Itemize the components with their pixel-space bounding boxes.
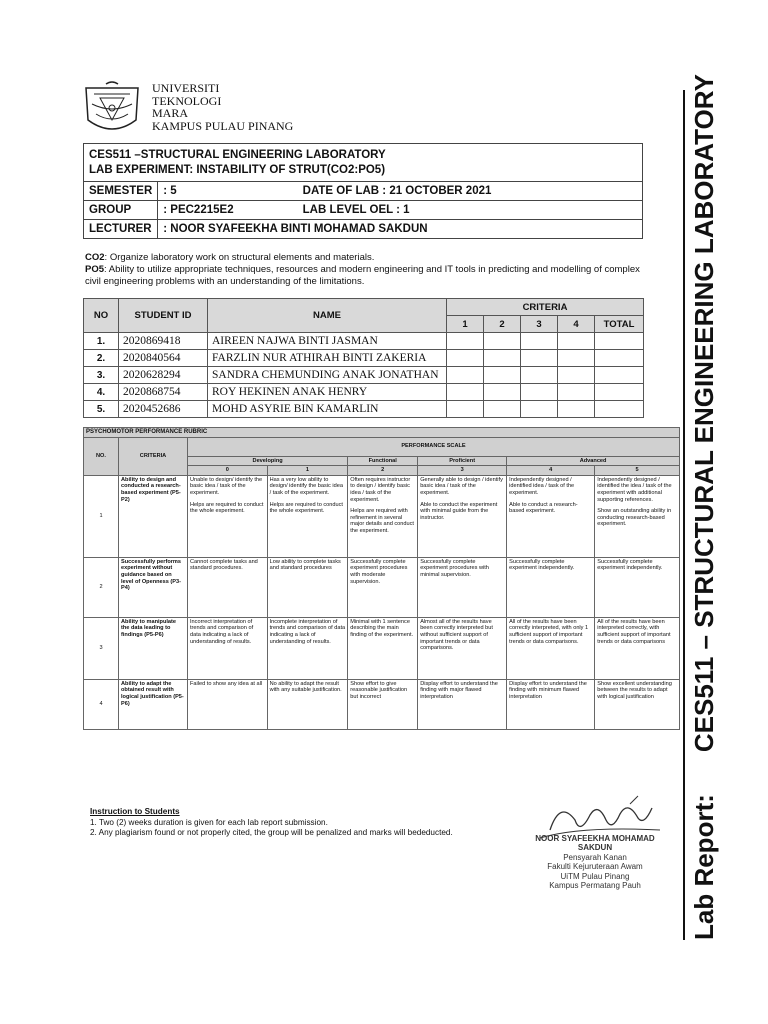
score-0: 0 — [188, 466, 268, 476]
group-label: GROUP — [84, 201, 158, 220]
rubric-row-no: 2 — [84, 557, 119, 617]
rubric-cell — [267, 475, 348, 557]
score-cell[interactable] — [558, 401, 595, 418]
score-cell[interactable] — [447, 367, 484, 384]
col-criteria-3: 3 — [521, 316, 558, 333]
cell-text: Able to conduct a research-based experiment. — [509, 501, 578, 515]
rubric-cell: Low ability to complete tasks and standard procedures — [267, 557, 348, 617]
rubric-cell: Display effort to understand the finding with major flawed interpretation — [418, 679, 507, 729]
rubric-col-no: NO. — [84, 437, 119, 475]
student-name: ROY HEKINEN ANAK HENRY — [208, 384, 447, 401]
rubric-cell: All of the results have been correctly interpreted, with only 1 sufficient support of important trends or data comparisons. — [507, 617, 595, 679]
score-cell[interactable] — [484, 333, 521, 350]
cell-text: Generally able to design / identify basic idea / task of the experiment. — [420, 476, 503, 496]
rubric-cell: Minimal with 1 sentence describing the main finding of the experiment. — [348, 617, 418, 679]
rubric-row — [84, 617, 680, 679]
row-no: 4. — [84, 384, 119, 401]
rubric-row — [84, 679, 680, 729]
rubric-cell: Successfully complete experiment independently. — [595, 557, 680, 617]
rubric-cell — [418, 475, 507, 557]
score-cell[interactable] — [484, 350, 521, 367]
table-row — [84, 384, 644, 401]
score-cell[interactable] — [558, 384, 595, 401]
stamp-line: Kampus Permatang Pauh — [549, 881, 641, 891]
total-cell[interactable] — [595, 384, 644, 401]
score-cell[interactable] — [521, 384, 558, 401]
row-no: 5. — [84, 401, 119, 418]
level-proficient: Proficient — [418, 456, 507, 466]
instructions-title: Instruction to Students — [90, 807, 180, 816]
cell-text: Show an outstanding ability in conducting research-based experiment. — [597, 508, 672, 528]
col-criteria-4: 4 — [558, 316, 595, 333]
student-id: 2020840564 — [119, 350, 208, 367]
score-cell[interactable] — [521, 367, 558, 384]
lab-level: LAB LEVEL OEL : 1 — [298, 201, 643, 220]
rubric-row-no: 1 — [84, 475, 119, 557]
rubric-cell: No ability to adapt the result with any suitable justification. — [267, 679, 348, 729]
score-cell[interactable] — [521, 333, 558, 350]
col-criteria-1: 1 — [447, 316, 484, 333]
cell-text: Independently designed / identified idea / task of the experiment. — [509, 476, 575, 496]
score-cell[interactable] — [484, 367, 521, 384]
rubric-cell: All of the results have been interpreted correctly, with sufficient support of important trends or data comparisons — [595, 617, 680, 679]
row-no: 1. — [84, 333, 119, 350]
instruction-item: 1. Two (2) weeks duration is given for each lab report submission. — [90, 817, 328, 827]
total-cell[interactable] — [595, 333, 644, 350]
university-line: MARA — [152, 106, 189, 120]
rubric-col-criteria: CRITERIA — [119, 437, 188, 475]
rubric-cell — [348, 475, 418, 557]
rubric-cell: Failed to show any idea at all — [188, 679, 268, 729]
rubric-criteria: Ability to manipulate the data leading to findings (P5-P6) — [119, 617, 188, 679]
university-crest-icon — [80, 80, 144, 138]
score-cell[interactable] — [558, 333, 595, 350]
date-of-lab: DATE OF LAB : 21 OCTOBER 2021 — [298, 182, 643, 201]
university-line: KAMPUS PULAU PINANG — [152, 118, 294, 133]
rubric-criteria: Ability to adapt the obtained result with logical justification (P5-P6) — [119, 679, 188, 729]
total-cell[interactable] — [595, 367, 644, 384]
score-cell[interactable] — [447, 350, 484, 367]
score-cell[interactable] — [447, 401, 484, 418]
table-row — [84, 367, 644, 384]
score-cell[interactable] — [521, 401, 558, 418]
course-title: CES511 –STRUCTURAL ENGINEERING LABORATORY — [89, 149, 386, 161]
co2-key: CO2 — [85, 252, 105, 263]
cell-text: Often requires instructor to design / identify basic idea / task of the experiment. — [350, 476, 411, 503]
rubric-cell: Show effort to give reasonable justification but incorrect — [348, 679, 418, 729]
score-1: 1 — [267, 466, 348, 476]
rubric-row-no: 3 — [84, 617, 119, 679]
stamp-line: UiTM Pulau Pinang — [560, 871, 630, 881]
university-line: UNIVERSITI — [152, 81, 220, 95]
score-cell[interactable] — [558, 367, 595, 384]
vertical-divider — [683, 90, 685, 940]
rubric-cell: Show excellent understanding between the results to adapt with logical justification — [595, 679, 680, 729]
po5-key: PO5 — [85, 264, 105, 275]
student-name: AIREEN NAJWA BINTI JASMAN — [208, 333, 447, 350]
cell-text: Helps are required with refinement in several major details and conduct the experiment. — [350, 508, 414, 534]
cell-text: Unable to design/ identify the basic idea / task of the experiment. — [190, 476, 263, 496]
total-cell[interactable] — [595, 350, 644, 367]
po5-text: : Ability to utilize appropriate techniques, resources and modern engineering and IT tools in predicting and modelling of complex civil engineering problems with an understanding of the limitations. — [85, 264, 640, 287]
student-id: 2020869418 — [119, 333, 208, 350]
lecturer-stamp — [520, 834, 670, 890]
student-table — [83, 298, 644, 418]
rubric-cell: Successfully complete experiment independently. — [507, 557, 595, 617]
student-id: 2020628294 — [119, 367, 208, 384]
col-total: TOTAL — [595, 316, 644, 333]
level-functional: Functional — [348, 456, 418, 466]
rubric-cell — [507, 475, 595, 557]
lecturer-value: : NOOR SYAFEEKHA BINTI MOHAMAD SAKDUN — [158, 220, 643, 239]
stamp-line: Fakulti Kejuruteraan Awam — [547, 862, 643, 872]
col-name: NAME — [208, 299, 447, 333]
stamp-line: NOOR SYAFEEKHA MOHAMAD SAKDUN — [535, 834, 655, 853]
score-cell[interactable] — [447, 384, 484, 401]
total-cell[interactable] — [595, 401, 644, 418]
rubric-cell: Incomplete interpretation of trends and comparison of data indicating a lack of understanding of results. — [267, 617, 348, 679]
row-no: 3. — [84, 367, 119, 384]
score-cell[interactable] — [521, 350, 558, 367]
rubric-cell: Cannot complete tasks and standard procedures. — [188, 557, 268, 617]
university-line: TEKNOLOGI — [152, 93, 222, 108]
rubric-cell: Successfully complete experiment procedures with minimal supervision. — [418, 557, 507, 617]
instruction-item: 2. Any plagiarism found or not properly cited, the group will be penalized and marks will bededucted. — [90, 828, 453, 837]
semester-label: SEMESTER — [84, 182, 158, 201]
col-criteria: CRITERIA — [447, 299, 644, 316]
semester-value: : 5 — [158, 182, 298, 201]
rubric-cell: Successfully complete experiment procedures with moderate supervision. — [348, 557, 418, 617]
rubric-row — [84, 557, 680, 617]
lecturer-label: LECTURER — [84, 220, 158, 239]
co2-text: : Organize laboratory work on structural elements and materials. — [104, 252, 375, 263]
rubric-criteria: Ability to design and conducted a research- based experiment (P5-P2) — [119, 475, 188, 557]
col-no: NO — [84, 299, 119, 333]
score-4: 4 — [507, 466, 595, 476]
experiment-title: LAB EXPERIMENT: INSTABILITY OF STRUT(CO2:PO5) — [89, 164, 386, 176]
cell-text: Independently designed / identified the idea / task of the experiment with additional supporting references. — [597, 476, 672, 503]
level-advanced: Advanced — [507, 456, 680, 466]
table-row — [84, 333, 644, 350]
level-developing: Developing — [188, 456, 348, 466]
table-row — [84, 401, 644, 418]
instructions — [90, 807, 520, 839]
score-cell[interactable] — [484, 401, 521, 418]
row-no: 2. — [84, 350, 119, 367]
lab-header-table — [83, 143, 643, 239]
table-row — [84, 350, 644, 367]
rubric-cell — [595, 475, 680, 557]
rubric-cell — [188, 475, 268, 557]
student-name: SANDRA CHEMUNDING ANAK JONATHAN — [208, 367, 447, 384]
rubric-title: PSYCHOMOTOR PERFORMANCE RUBRIC — [84, 428, 680, 438]
vertical-title — [689, 74, 729, 940]
course-title-cell — [84, 144, 643, 182]
student-name: MOHD ASYRIE BIN KAMARLIN — [208, 401, 447, 418]
rubric-row-no: 4 — [84, 679, 119, 729]
score-2: 2 — [348, 466, 418, 476]
student-id: 2020452686 — [119, 401, 208, 418]
score-5: 5 — [595, 466, 680, 476]
col-student-id: STUDENT ID — [119, 299, 208, 333]
rubric-row — [84, 475, 680, 557]
rubric-cell: Display effort to understand the finding with minimum flawed interpretation — [507, 679, 595, 729]
score-cell[interactable] — [484, 384, 521, 401]
score-cell[interactable] — [447, 333, 484, 350]
rubric-cell: Almost all of the results have been correctly interpreted but without sufficient support of important trends or data comparisons. — [418, 617, 507, 679]
student-name: FARZLIN NUR ATHIRAH BINTI ZAKERIA — [208, 350, 447, 367]
performance-scale: PERFORMANCE SCALE — [188, 437, 680, 456]
group-value: : PEC2215E2 — [158, 201, 298, 220]
course-vertical-title: CES511 – STRUCTURAL ENGINEERING LABORATORY — [689, 74, 719, 753]
university-name — [152, 82, 293, 132]
lab-report-label: Lab Report: — [689, 794, 719, 940]
col-criteria-2: 2 — [484, 316, 521, 333]
score-3: 3 — [418, 466, 507, 476]
psychomotor-rubric — [83, 427, 680, 730]
cell-text: Helps are required to conduct the whole experiment. — [190, 501, 264, 515]
stamp-line: Pensyarah Kanan — [563, 852, 627, 862]
rubric-cell: Incorrect interpretation of trends and comparison of data indicating a lack of understanding of results. — [188, 617, 268, 679]
student-id: 2020868754 — [119, 384, 208, 401]
cell-text: Helps are required to conduct the whole experiment. — [269, 501, 343, 515]
cell-text: Able to conduct the experiment with minimal guide from the instructor. — [420, 501, 498, 521]
score-cell[interactable] — [558, 350, 595, 367]
rubric-criteria: Successfully performs experiment without guidance based on level of Openness (P3-P4) — [119, 557, 188, 617]
cell-text: Has a very low ability to design/ identify the basic idea / task of the experiment. — [269, 476, 343, 496]
course-outcomes — [85, 252, 645, 288]
